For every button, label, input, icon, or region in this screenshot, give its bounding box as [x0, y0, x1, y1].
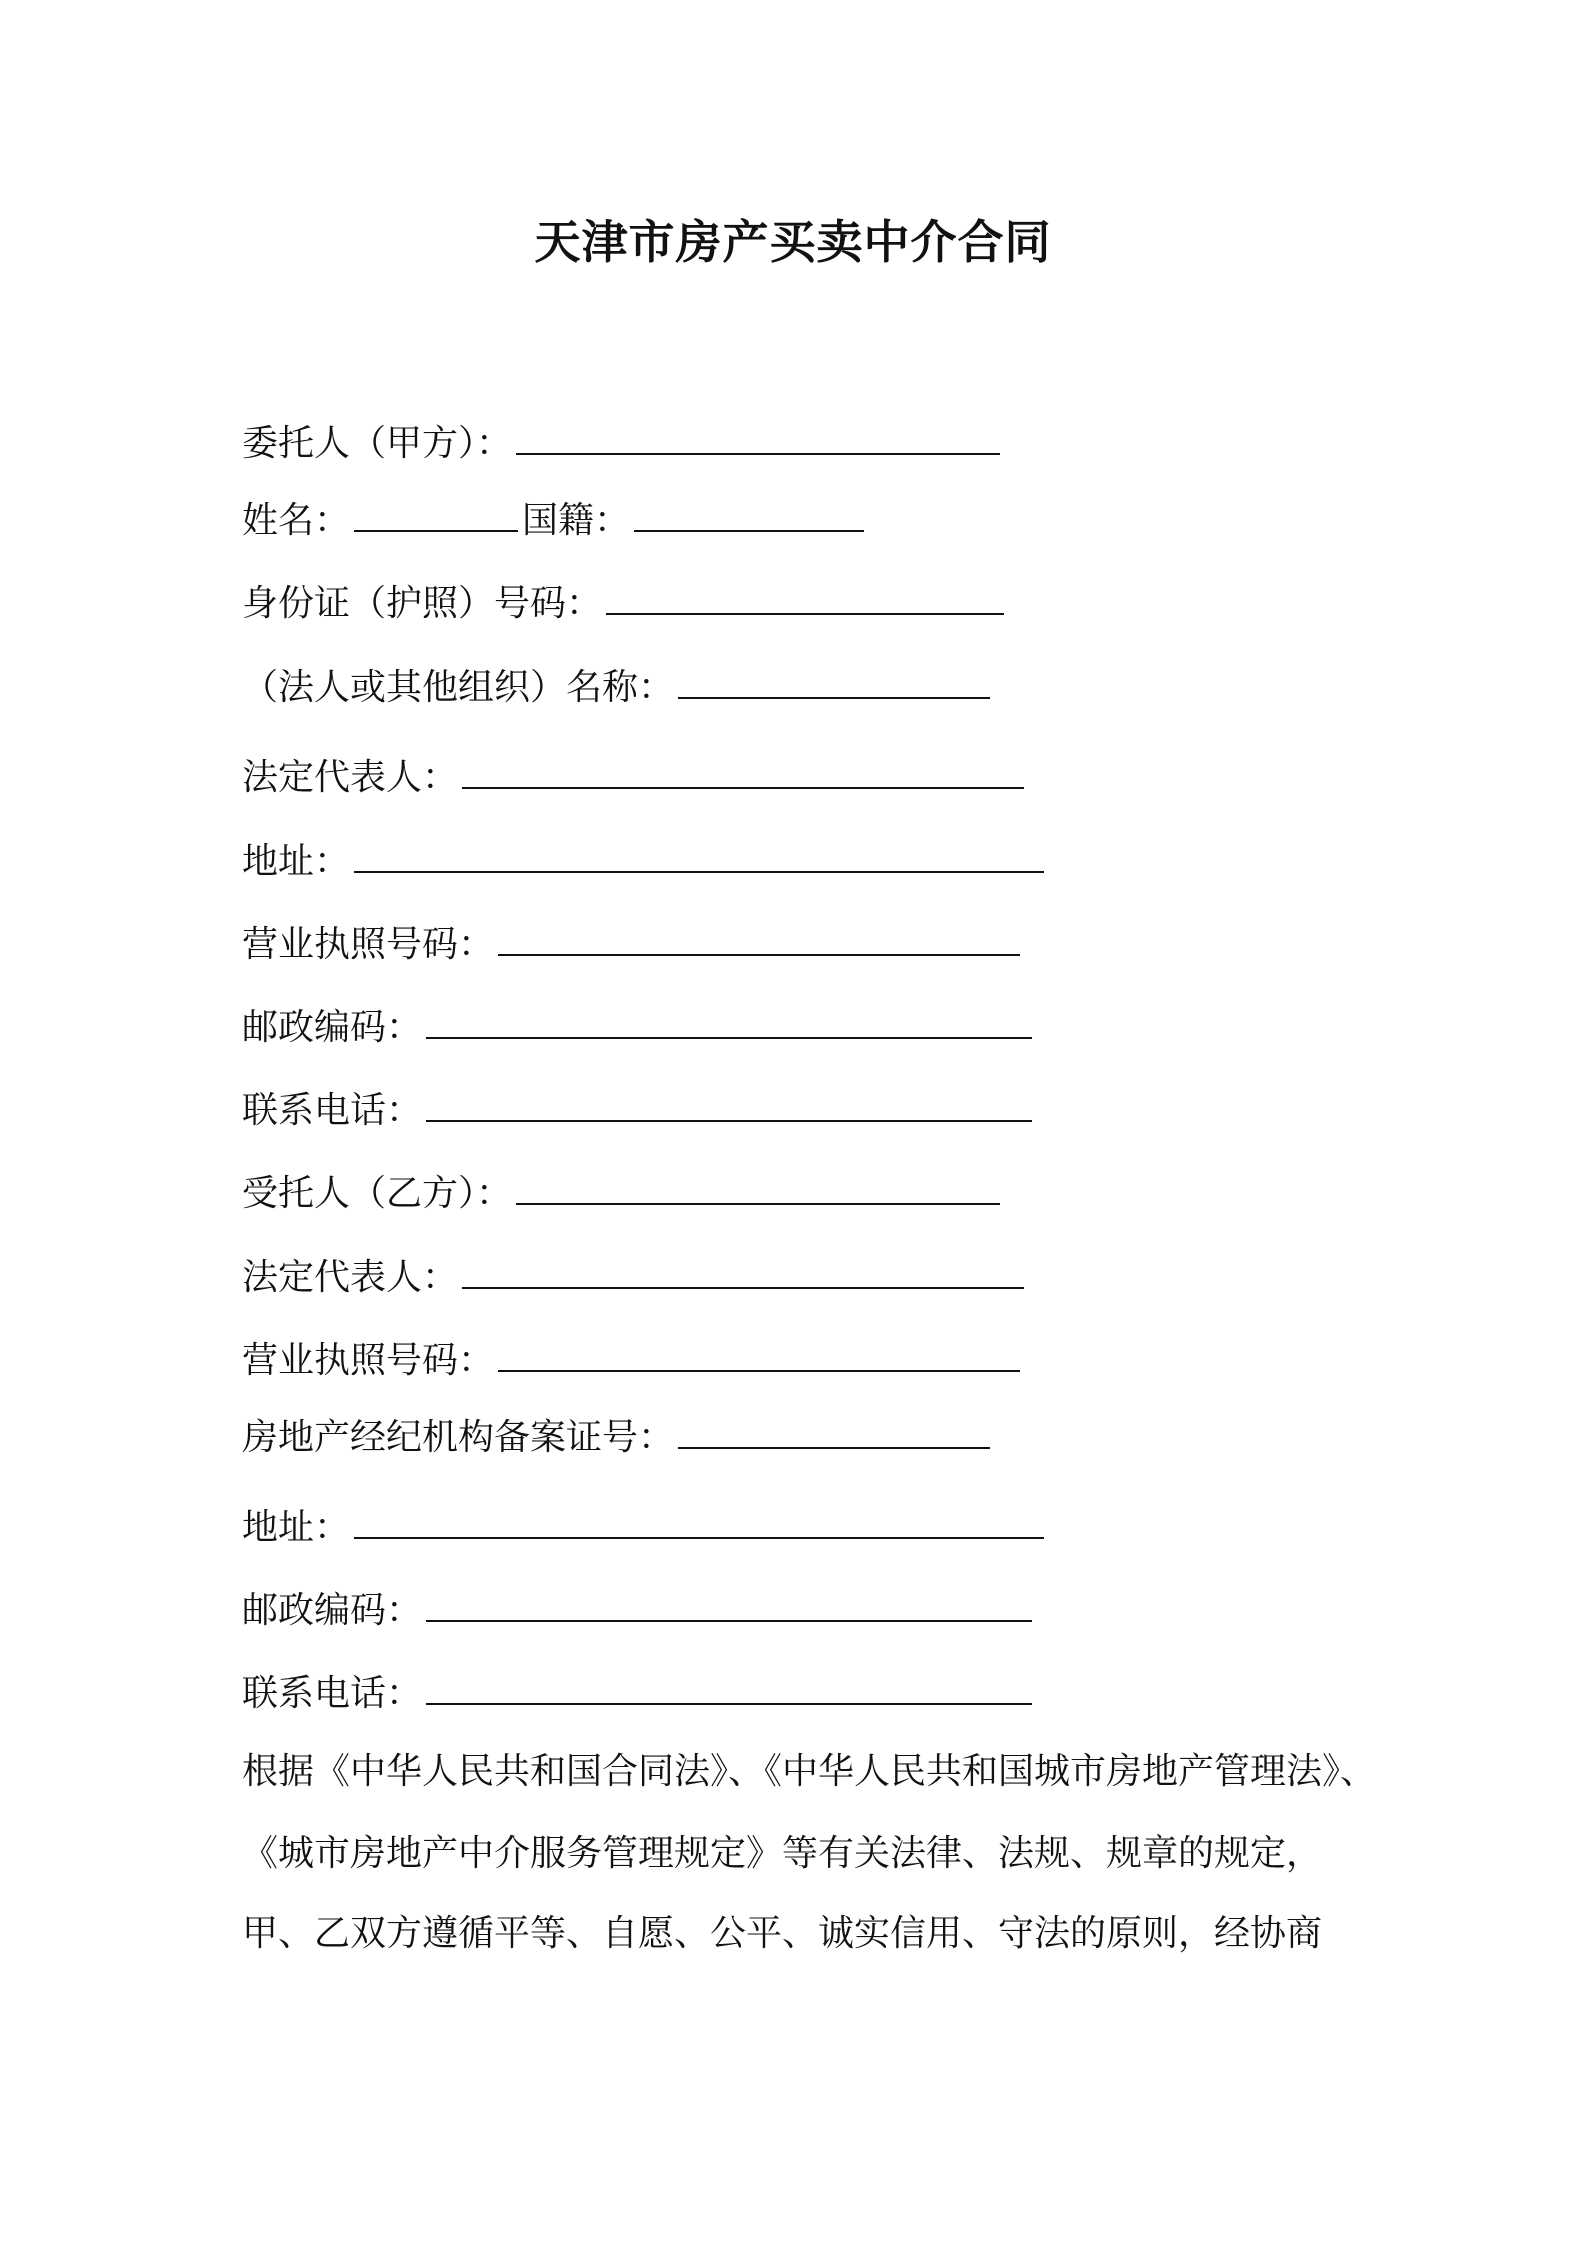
blank-line[interactable] — [354, 1531, 1044, 1539]
field-postcode-a — [242, 1002, 1032, 1054]
field-label: 营业执照号码： — [242, 1340, 495, 1381]
field-broker-record-number — [242, 1412, 990, 1464]
blank-line[interactable] — [462, 781, 1024, 789]
blank-line[interactable] — [516, 1197, 1000, 1205]
field-address-a — [242, 836, 1044, 888]
field-label: 受托人（乙方）： — [242, 1173, 513, 1214]
field-label: 身份证（护照）号码： — [242, 583, 603, 624]
field-name-nationality — [242, 495, 864, 547]
blank-line[interactable] — [462, 1281, 1024, 1289]
field-address-b — [242, 1502, 1044, 1554]
paragraph-line: 《城市房地产中介服务管理规定》等有关法律、法规、规章的规定， — [242, 1833, 1323, 1874]
field-label: 联系电话： — [242, 1673, 423, 1714]
blank-line[interactable] — [426, 1031, 1032, 1039]
blank-line[interactable] — [498, 948, 1020, 956]
field-org-name — [242, 662, 990, 714]
field-label: 联系电话： — [242, 1090, 423, 1131]
field-license-a — [242, 919, 1020, 971]
field-label: 地址： — [242, 1507, 351, 1548]
field-legal-rep-a — [242, 752, 1024, 804]
field-client-party-a — [242, 418, 1000, 470]
blank-line[interactable] — [678, 691, 990, 699]
blank-line[interactable] — [426, 1614, 1032, 1622]
blank-line[interactable] — [498, 1364, 1020, 1372]
field-phone-a — [242, 1085, 1032, 1137]
paragraph-line: 根据《中华人民共和国合同法》、《中华人民共和国城市房地产管理法》、 — [242, 1751, 1377, 1792]
blank-line[interactable] — [678, 1441, 990, 1449]
field-label: 姓名： — [242, 500, 351, 541]
field-label: 法定代表人： — [242, 757, 459, 798]
field-label: 营业执照号码： — [242, 924, 495, 965]
blank-line[interactable] — [354, 524, 518, 532]
blank-line[interactable] — [426, 1114, 1032, 1122]
field-phone-b — [242, 1668, 1032, 1720]
field-label: 法定代表人： — [242, 1257, 459, 1298]
field-label: 邮政编码： — [242, 1007, 423, 1048]
field-label: 房地产经纪机构备案证号： — [242, 1417, 675, 1458]
field-id-number — [242, 578, 1004, 630]
blank-line[interactable] — [606, 607, 1004, 615]
field-agent-party-b — [242, 1168, 1000, 1220]
blank-line[interactable] — [426, 1697, 1032, 1705]
field-label: （法人或其他组织）名称： — [242, 667, 675, 708]
field-label-nationality: 国籍： — [522, 500, 631, 541]
field-license-b — [242, 1335, 1020, 1387]
blank-line[interactable] — [516, 447, 1000, 455]
field-label: 委托人（甲方）： — [242, 423, 513, 464]
field-label: 邮政编码： — [242, 1590, 423, 1631]
blank-line[interactable] — [634, 524, 864, 532]
paragraph-line: 甲、乙双方遵循平等、自愿、公平、诚实信用、守法的原则，经协商 — [242, 1913, 1323, 1954]
field-label: 地址： — [242, 841, 351, 882]
blank-line[interactable] — [354, 865, 1044, 873]
field-postcode-b — [242, 1585, 1032, 1637]
field-legal-rep-b — [242, 1252, 1024, 1304]
document-title: 天津市房产买卖中介合同 — [534, 215, 1052, 269]
